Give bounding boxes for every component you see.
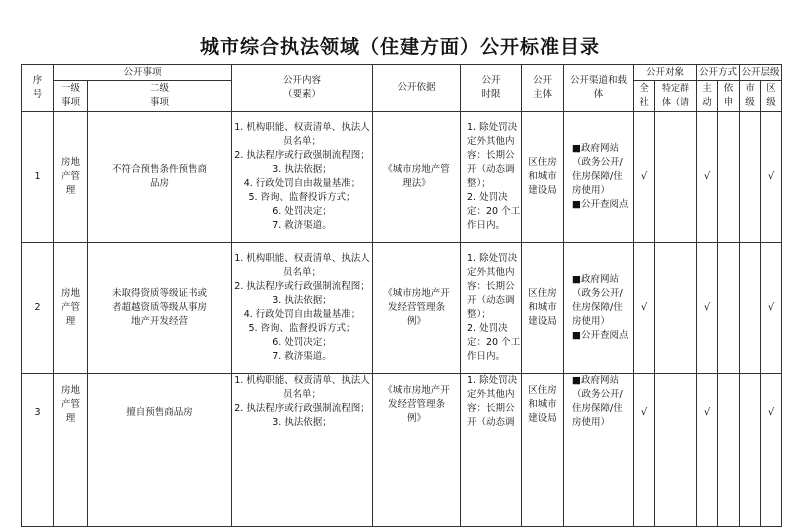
header-basis: 公开依据 — [373, 65, 461, 112]
row-basis: 《城市房地产管 理法》 — [373, 112, 461, 243]
row-period: 1. 除处罚决 定外其他内 容：长期公 开（动态调 整）； 2. 处罚决 定：20 个工 作日内。 — [461, 112, 522, 243]
header-method-active: 主 动 — [697, 81, 718, 112]
row-seq: 1 — [22, 112, 54, 243]
row-level-city — [740, 374, 761, 527]
row-level-city — [740, 112, 761, 243]
row-method-apply — [718, 243, 740, 374]
header-row-1 — [22, 65, 782, 81]
header-seq: 序 号 — [22, 65, 54, 112]
header-subject: 公开 主体 — [522, 65, 564, 112]
header-target-all: 全 社 — [634, 81, 655, 112]
header-items: 公开事项 — [54, 65, 232, 81]
row-channel: ■政府网站 （政务公开/ 住房保障/住 房使用） — [564, 374, 634, 527]
row-channel: ■政府网站 （政务公开/ 住房保障/住 房使用） ■公开查阅点 — [564, 243, 634, 374]
row-basis: 《城市房地产开 发经营管理条 例》 — [373, 374, 461, 527]
row-level-district: √ — [761, 374, 782, 527]
row-level1: 房地 产管 理 — [54, 112, 88, 243]
table-row — [22, 112, 782, 243]
page-title: 城市综合执法领域（住建方面）公开标准目录 — [199, 36, 600, 58]
header-level: 公开层级 — [740, 65, 782, 81]
header-level-city: 市 级 — [740, 81, 761, 112]
header-target: 公开对象 — [634, 65, 697, 81]
row-target-specific — [655, 112, 697, 243]
row-seq: 3 — [22, 374, 54, 527]
row-target-all: √ — [634, 243, 655, 374]
row-period: 1. 除处罚决 定外其他内 容：长期公 开（动态调 整）； 2. 处罚决 定：20 个工 作日内。 — [461, 243, 522, 374]
row-subject: 区住房 和城市 建设局 — [522, 243, 564, 374]
row-level1: 房地 产管 理 — [54, 243, 88, 374]
header-method: 公开方式 — [697, 65, 740, 81]
row-target-all: √ — [634, 112, 655, 243]
row-period: 1. 除处罚决 定外其他内 容：长期公 开（动态调 — [461, 374, 522, 527]
header-level-district: 区 级 — [761, 81, 782, 112]
row-subject: 区住房 和城市 建设局 — [522, 112, 564, 243]
row-subject: 区住房 和城市 建设局 — [522, 374, 564, 527]
row-level2: 不符合预售条件预售商 品房 — [88, 112, 232, 243]
header-level1: 一级 事项 — [54, 81, 88, 112]
row-target-specific — [655, 243, 697, 374]
row-target-all: √ — [634, 374, 655, 527]
row-content: 1. 机构职能、权责清单、执法人 员名单； 2. 执法程序或行政强制流程图； 3. 执法依据； 4. 行政处罚自由裁量基准； 5. 咨询、监督投诉方式； 6. 处罚决定； 7. 救济渠道。 — [232, 112, 373, 243]
row-method-active: √ — [697, 374, 718, 527]
table-row — [22, 374, 782, 527]
row-content: 1. 机构职能、权责清单、执法人 员名单； 2. 执法程序或行政强制流程图； 3. 执法依据； — [232, 374, 373, 527]
row-seq: 2 — [22, 243, 54, 374]
row-method-apply — [718, 112, 740, 243]
row-level1: 房地 产管 理 — [54, 374, 88, 527]
row-level2: 擅自预售商品房 — [88, 374, 232, 527]
row-level-city — [740, 243, 761, 374]
header-level2: 二级 事项 — [88, 81, 232, 112]
row-target-specific — [655, 374, 697, 527]
header-period: 公开 时限 — [461, 65, 522, 112]
table-row — [22, 243, 782, 374]
header-method-apply: 依 申 — [718, 81, 740, 112]
disclosure-table — [21, 64, 782, 527]
row-method-active: √ — [697, 112, 718, 243]
header-channel: 公开渠道和载 体 — [564, 65, 634, 112]
row-basis: 《城市房地产开 发经营管理条 例》 — [373, 243, 461, 374]
row-method-active: √ — [697, 243, 718, 374]
row-method-apply — [718, 374, 740, 527]
row-channel: ■政府网站 （政务公开/ 住房保障/住 房使用） ■公开查阅点 — [564, 112, 634, 243]
header-content: 公开内容 （要素） — [232, 65, 373, 112]
row-content: 1. 机构职能、权责清单、执法人 员名单； 2. 执法程序或行政强制流程图； 3. 执法依据； 4. 行政处罚自由裁量基准； 5. 咨询、监督投诉方式； 6. 处罚决定； 7. 救济渠道。 — [232, 243, 373, 374]
row-level-district: √ — [761, 243, 782, 374]
header-target-specific: 特定群 体（请 — [655, 81, 697, 112]
row-level2: 未取得资质等级证书或 者超越资质等级从事房 地产开发经营 — [88, 243, 232, 374]
row-level-district: √ — [761, 112, 782, 243]
